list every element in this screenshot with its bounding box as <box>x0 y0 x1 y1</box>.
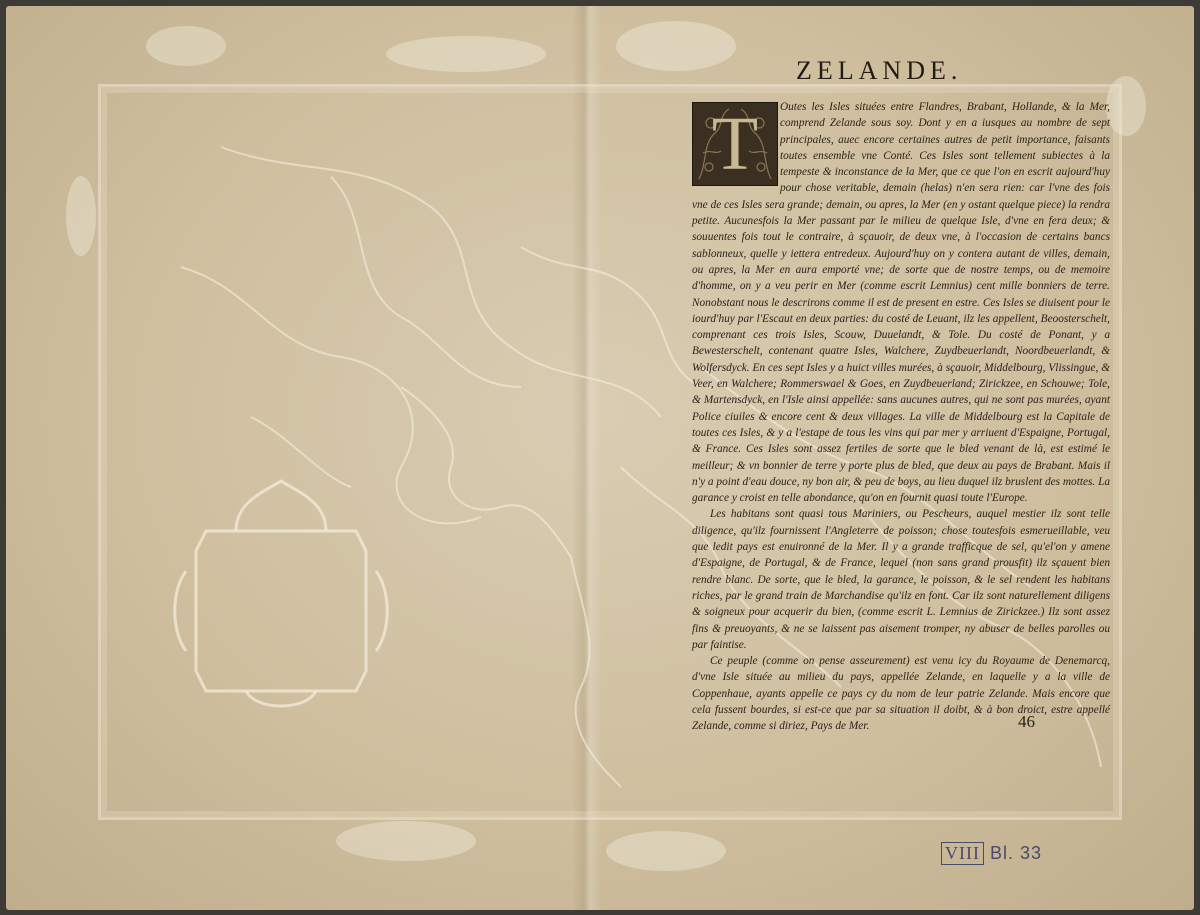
shelfmark-number: Bl. 33 <box>989 843 1043 863</box>
stain <box>336 821 476 861</box>
show-through-cartouche <box>166 471 396 721</box>
stain <box>616 21 736 71</box>
pencil-shelfmark <box>941 842 1042 865</box>
stain <box>146 26 226 66</box>
body-text <box>692 99 1110 735</box>
paper-sheet <box>6 6 1194 910</box>
page-number: 46 <box>1018 712 1035 731</box>
decorated-initial <box>692 102 778 186</box>
paragraph-2: Les habitans sont quasi tous Mariniers, ou Pescheurs, auquel mestier ilz sont telle diligence, qu'ilz fournissent l'Angleterre de poisson; chose toutesfois esmerueillable, veu que ledit pays est enuironné de la Mer. Il y a grande trafficque de sel, qu'el'on y amene d'Espaigne, de Portugal, & de France, lequel (non sans grand prousfit) ilz sçauent bien rendre blanc. De sorte, que le bled, la garance, le poisson, & le sel rendent les habitans riches, par le grand train de Marchandise qu'ilz en font. Car ilz sont naturellement diligens & soigneux pour acquerir du bien, (comme escrit L. Lemnius de Zirickzee.) Ilz sont assez fins & preuoyants, & ne se laissent pas aisement tromper, ny abuser de belles parolles ou par faintise. <box>692 508 1110 651</box>
stain <box>66 176 96 256</box>
paragraph-3: Ce peuple (comme on pense asseurement) est venu icy du Royaume de Denemarcq, d'vne Isle située au milieu du pays, appellée Zelande, en laquelle y a la ville de Coppenhaue, ayants appelle ce pays cy du nom de leur patrie Zelande. Mais encore que cela fussent bourdes, si est-ce que par sa situation il doibt, & à bon droict, estre appellé Zelande, comme si diriez, Pays de Mer. <box>692 655 1110 733</box>
page-title: ZELANDE. <box>796 56 963 85</box>
shelfmark-box: VIII <box>941 842 984 865</box>
initial-letter: T <box>711 102 759 186</box>
stain <box>386 36 546 72</box>
paragraph-1: Outes les Isles situées entre Flandres, Brabant, Hollande, & la Mer, comprend Zelande sous soy. Dont y en a iusques au nombre de sept principales, auec encore certaines autres de petit importance, faisants toutes ensemble vne Conté. Ces Isles sont tellement subiectes à la tempeste & inconstance de la Mer, que ce que l'on en escrit aujourd'huy pour chose veritable, demain (helas) n'en sera rien: car l'vne des fois vne de ces Isles sera grande; demain, ou apres, la Mer (en y ostant quelque piece) la rendra petite. Aucunesfois la Mer passant par le milieu de quelque Isle, d'vne en fera deux; & souuentes fois tout le contraire, à sçauoir, de deux vne, à l'occasion de certains bancs sablonneux, quelle y iettera entredeux. Aujourd'huy on y contera autant de villes, demain, ou apres, la Mer en aura emporté vne; de sorte que de nostre temps, ou de memoire d'homme, on y a veu perir en Mer (comme escrit Lemnius) cent mille bonniers de terre. Nonobstant nous le descrirons comme il est de present en estre. Ces Isles se diuisent pour le iourd'huy par l'Escaut en deux parties: du costé de Leuant, ilz les appellent, Beoosterschelt, comprenant ces trois Isles, Scouw, Duuelandt, & Tole. Du costé de Ponant, y a Bewesterschelt, contenant quatre Isles, Walchere, Zuydbeuerlandt, Noordbeuerlandt, & Wolfersdyck. En ces sept Isles y a huict villes murées, à sçauoir, Middelbourg, Vlissingue, & Veer, en Walchere; Rommerswael & Goes, en Zuydbeuerland; Zirickzee, en Schouwe; Tole, & Martensdyck, en l'Isle ainsi appellée: sans aucunes autres, qui ne sont pas murées, ayant Police ciuiles & encore cent & deux villages. La ville de Middelbourg est la Capitale de toutes ces Isles, & y a l'estape de tous les vins qui par mer y arriuent d'Espaigne, Portugal, & France. Ces Isles sont assez fertiles de sorte que le bled venant de là, est estimé le meilleur; & vn bonnier de terre y porte plus de bled, que deux au pays de Brabant. Mais il n'y a point d'eau douce, ny bon air, & peu de boys, au lieu duquel ilz bruslent des mottes. La garance y croist en telle abondance, qu'on en fournit quasi toute l'Europe. <box>692 101 1110 505</box>
stain <box>606 831 726 871</box>
